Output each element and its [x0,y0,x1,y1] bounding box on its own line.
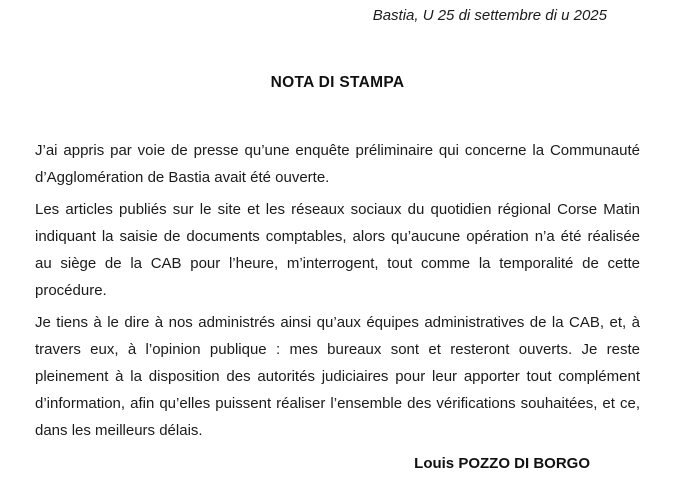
date-line: Bastia, U 25 di settembre di u 2025 [372,7,607,24]
body-paragraph: Je tiens à le dire à nos administrés ainsi qu’aux équipes administratives de la CAB, et, à travers eux, à l’opinion publique : mes bureaux sont et resteront ouverts. Je reste pleinement à la disposition des autorités judiciaires pour leur apporter tout complément d’information, afin qu’elles puissent réaliser l’ensemble des vérifications souhaitées, et ce, dans les meilleurs délais. [35,314,640,439]
document-body [35,137,640,444]
press-release-document [0,6,675,488]
body-paragraph: Les articles publiés sur le site et les réseaux sociaux du quotidien régional Corse Matin indiquant la saisie de documents comptables, alors qu’aucune opération n’a été réalisée au siège de la CAB pour l’heure, m’interrogent, tout comme la temporalité de cette procédure. [35,201,640,299]
document-title: NOTA DI STAMPA [270,74,405,91]
body-paragraph: J’ai appris par voie de presse qu’une enquête préliminaire qui concerne la Communauté d’Agglomération de Bastia avait été ouverte. [35,142,640,186]
signature-name: Louis POZZO DI BORGO [414,455,590,472]
